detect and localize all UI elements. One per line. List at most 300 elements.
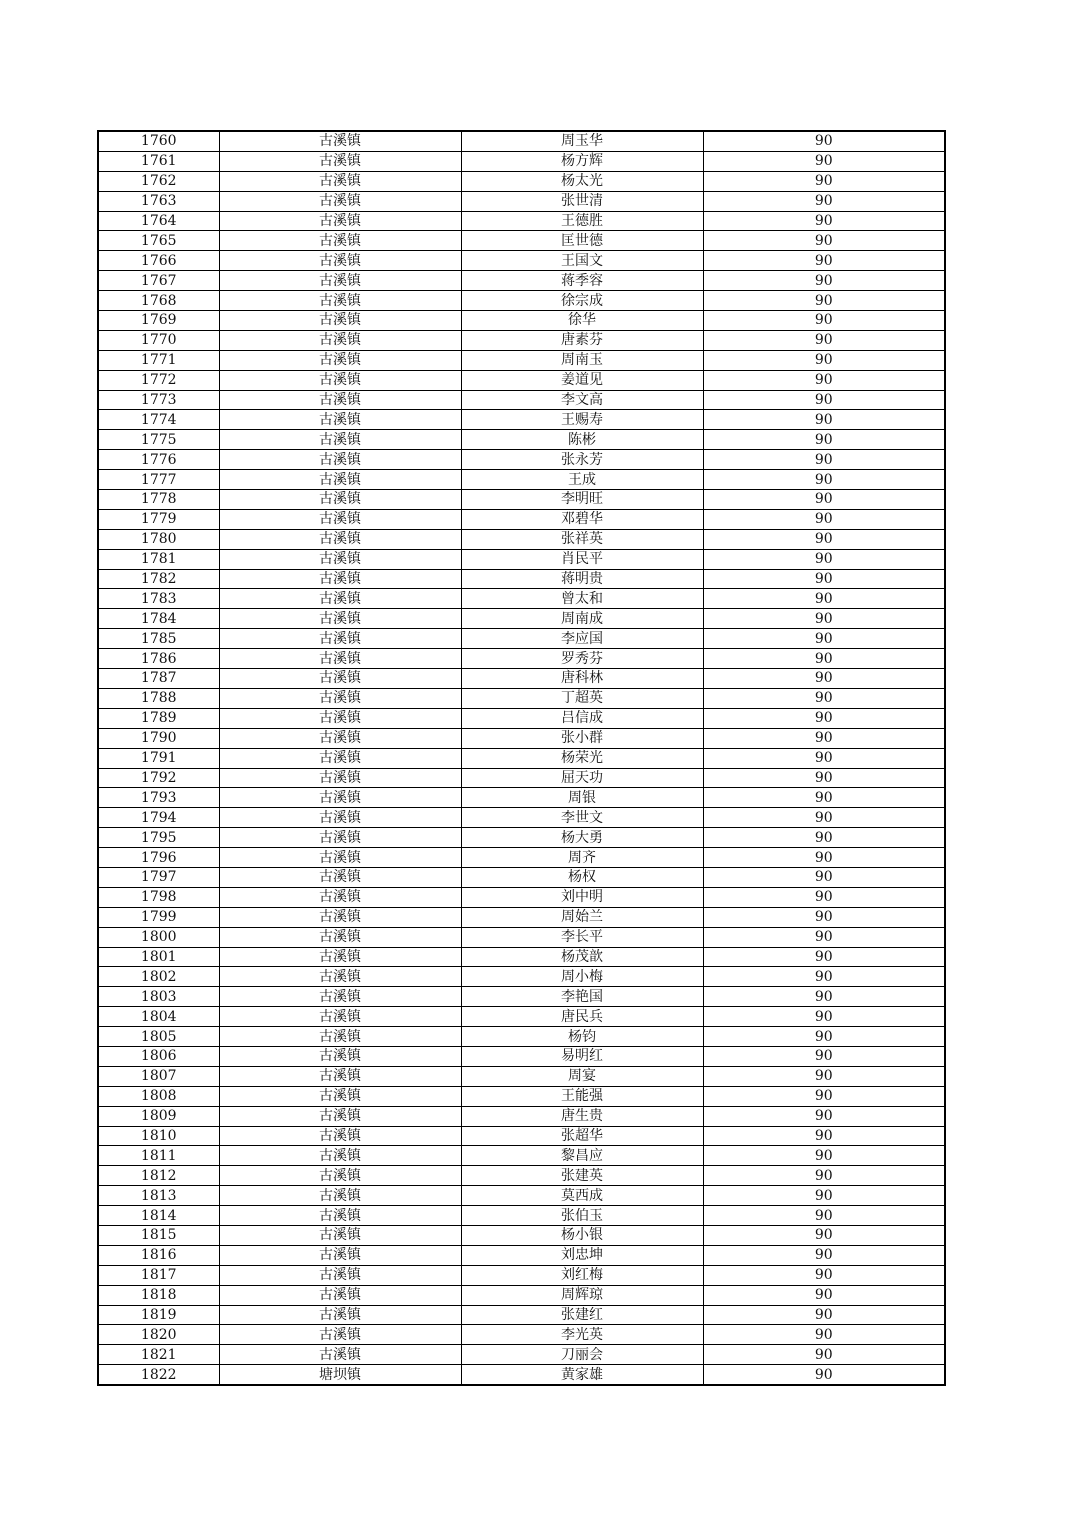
score-cell: 90 [703,828,945,848]
row-number-cell: 1779 [98,509,219,529]
row-number-cell: 1787 [98,669,219,689]
name-cell: 杨权 [461,867,703,887]
score-cell: 90 [703,808,945,828]
name-cell: 周始兰 [461,907,703,927]
score-cell: 90 [703,271,945,291]
score-cell: 90 [703,848,945,868]
score-cell: 90 [703,370,945,390]
score-cell: 90 [703,947,945,967]
score-cell: 90 [703,669,945,689]
row-number-cell: 1791 [98,748,219,768]
name-cell: 张世清 [461,191,703,211]
town-cell: 古溪镇 [219,1106,461,1126]
name-cell: 杨荣光 [461,748,703,768]
row-number-cell: 1761 [98,151,219,171]
town-cell: 古溪镇 [219,490,461,510]
row-number-cell: 1760 [98,131,219,151]
table-row [98,470,945,490]
score-cell: 90 [703,1007,945,1027]
score-cell: 90 [703,967,945,987]
row-number-cell: 1806 [98,1046,219,1066]
name-cell: 易明红 [461,1046,703,1066]
name-cell: 肖民平 [461,549,703,569]
row-number-cell: 1811 [98,1146,219,1166]
town-cell: 古溪镇 [219,1146,461,1166]
table-row [98,907,945,927]
table-row [98,867,945,887]
row-number-cell: 1812 [98,1166,219,1186]
town-cell: 古溪镇 [219,967,461,987]
town-cell: 古溪镇 [219,569,461,589]
table-row [98,1325,945,1345]
row-number-cell: 1801 [98,947,219,967]
score-cell: 90 [703,171,945,191]
row-number-cell: 1792 [98,768,219,788]
score-cell: 90 [703,867,945,887]
town-cell: 古溪镇 [219,649,461,669]
score-cell: 90 [703,131,945,151]
table-row [98,191,945,211]
table-row [98,1046,945,1066]
name-cell: 唐素芬 [461,330,703,350]
name-cell: 莫西成 [461,1186,703,1206]
name-cell: 罗秀芬 [461,649,703,669]
table-row [98,669,945,689]
row-number-cell: 1778 [98,490,219,510]
score-cell: 90 [703,1126,945,1146]
name-cell: 蒋明贵 [461,569,703,589]
score-cell: 90 [703,1245,945,1265]
town-cell: 古溪镇 [219,509,461,529]
score-cell: 90 [703,688,945,708]
score-cell: 90 [703,748,945,768]
name-cell: 周玉华 [461,131,703,151]
row-number-cell: 1781 [98,549,219,569]
score-cell: 90 [703,549,945,569]
row-number-cell: 1800 [98,927,219,947]
table-row [98,251,945,271]
name-cell: 唐生贵 [461,1106,703,1126]
name-cell: 周南成 [461,609,703,629]
town-cell: 古溪镇 [219,1206,461,1226]
table-row [98,808,945,828]
table-row [98,728,945,748]
score-cell: 90 [703,330,945,350]
town-cell: 古溪镇 [219,370,461,390]
score-cell: 90 [703,589,945,609]
row-number-cell: 1773 [98,390,219,410]
table-row [98,947,945,967]
name-cell: 屈天功 [461,768,703,788]
table-row [98,430,945,450]
town-cell: 古溪镇 [219,1225,461,1245]
table-row [98,609,945,629]
row-number-cell: 1797 [98,867,219,887]
name-cell: 李艳国 [461,987,703,1007]
row-number-cell: 1820 [98,1325,219,1345]
name-cell: 徐宗成 [461,291,703,311]
roster-table-body [98,131,945,1385]
table-row [98,490,945,510]
table-row [98,311,945,331]
table-row [98,748,945,768]
row-number-cell: 1814 [98,1206,219,1226]
row-number-cell: 1818 [98,1285,219,1305]
name-cell: 周辉琼 [461,1285,703,1305]
name-cell: 陈彬 [461,430,703,450]
table-row [98,1027,945,1047]
row-number-cell: 1810 [98,1126,219,1146]
town-cell: 古溪镇 [219,211,461,231]
row-number-cell: 1815 [98,1225,219,1245]
table-row [98,1365,945,1385]
name-cell: 黎昌应 [461,1146,703,1166]
name-cell: 李文高 [461,390,703,410]
name-cell: 王赐寿 [461,410,703,430]
row-number-cell: 1795 [98,828,219,848]
name-cell: 杨小银 [461,1225,703,1245]
row-number-cell: 1790 [98,728,219,748]
town-cell: 古溪镇 [219,1186,461,1206]
score-cell: 90 [703,1186,945,1206]
town-cell: 古溪镇 [219,987,461,1007]
score-cell: 90 [703,251,945,271]
row-number-cell: 1807 [98,1066,219,1086]
table-row [98,231,945,251]
row-number-cell: 1794 [98,808,219,828]
town-cell: 古溪镇 [219,768,461,788]
town-cell: 古溪镇 [219,1007,461,1027]
town-cell: 古溪镇 [219,549,461,569]
score-cell: 90 [703,191,945,211]
name-cell: 刘中明 [461,887,703,907]
town-cell: 古溪镇 [219,1325,461,1345]
town-cell: 古溪镇 [219,1305,461,1325]
score-cell: 90 [703,529,945,549]
score-cell: 90 [703,1086,945,1106]
name-cell: 杨太光 [461,171,703,191]
row-number-cell: 1765 [98,231,219,251]
table-row [98,987,945,1007]
row-number-cell: 1793 [98,788,219,808]
score-cell: 90 [703,569,945,589]
table-row [98,569,945,589]
row-number-cell: 1767 [98,271,219,291]
town-cell: 古溪镇 [219,410,461,430]
score-cell: 90 [703,927,945,947]
town-cell: 古溪镇 [219,1066,461,1086]
table-row [98,1146,945,1166]
town-cell: 古溪镇 [219,947,461,967]
town-cell: 古溪镇 [219,1046,461,1066]
town-cell: 古溪镇 [219,1285,461,1305]
town-cell: 古溪镇 [219,271,461,291]
score-cell: 90 [703,390,945,410]
town-cell: 古溪镇 [219,848,461,868]
table-row [98,410,945,430]
town-cell: 古溪镇 [219,1345,461,1365]
table-row [98,390,945,410]
town-cell: 古溪镇 [219,1166,461,1186]
town-cell: 古溪镇 [219,390,461,410]
roster-table [97,130,946,1386]
row-number-cell: 1799 [98,907,219,927]
town-cell: 古溪镇 [219,669,461,689]
town-cell: 古溪镇 [219,808,461,828]
score-cell: 90 [703,1146,945,1166]
score-cell: 90 [703,291,945,311]
row-number-cell: 1789 [98,708,219,728]
row-number-cell: 1772 [98,370,219,390]
name-cell: 杨大勇 [461,828,703,848]
table-row [98,450,945,470]
row-number-cell: 1769 [98,311,219,331]
score-cell: 90 [703,907,945,927]
table-row [98,1086,945,1106]
name-cell: 周银 [461,788,703,808]
score-cell: 90 [703,1325,945,1345]
row-number-cell: 1771 [98,350,219,370]
table-row [98,291,945,311]
table-row [98,1305,945,1325]
score-cell: 90 [703,728,945,748]
score-cell: 90 [703,768,945,788]
town-cell: 古溪镇 [219,291,461,311]
score-cell: 90 [703,509,945,529]
table-row [98,171,945,191]
table-row [98,1225,945,1245]
table-row [98,788,945,808]
score-cell: 90 [703,1225,945,1245]
name-cell: 邓碧华 [461,509,703,529]
row-number-cell: 1804 [98,1007,219,1027]
table-row [98,927,945,947]
name-cell: 王德胜 [461,211,703,231]
name-cell: 李长平 [461,927,703,947]
score-cell: 90 [703,151,945,171]
name-cell: 匡世德 [461,231,703,251]
score-cell: 90 [703,211,945,231]
name-cell: 周齐 [461,848,703,868]
table-row [98,370,945,390]
table-row [98,589,945,609]
row-number-cell: 1780 [98,529,219,549]
town-cell: 古溪镇 [219,350,461,370]
town-cell: 古溪镇 [219,629,461,649]
name-cell: 张永芳 [461,450,703,470]
town-cell: 古溪镇 [219,609,461,629]
town-cell: 古溪镇 [219,907,461,927]
row-number-cell: 1770 [98,330,219,350]
name-cell: 张伯玉 [461,1206,703,1226]
name-cell: 曾太和 [461,589,703,609]
town-cell: 古溪镇 [219,688,461,708]
town-cell: 古溪镇 [219,131,461,151]
row-number-cell: 1785 [98,629,219,649]
row-number-cell: 1776 [98,450,219,470]
name-cell: 张建英 [461,1166,703,1186]
name-cell: 王成 [461,470,703,490]
score-cell: 90 [703,1027,945,1047]
name-cell: 黄家雄 [461,1365,703,1385]
table-row [98,1007,945,1027]
name-cell: 杨茂歆 [461,947,703,967]
town-cell: 古溪镇 [219,1126,461,1146]
score-cell: 90 [703,430,945,450]
table-row [98,1066,945,1086]
name-cell: 李光英 [461,1325,703,1345]
row-number-cell: 1803 [98,987,219,1007]
score-cell: 90 [703,1166,945,1186]
town-cell: 古溪镇 [219,231,461,251]
table-row [98,211,945,231]
score-cell: 90 [703,231,945,251]
table-row [98,887,945,907]
score-cell: 90 [703,1285,945,1305]
town-cell: 古溪镇 [219,1245,461,1265]
name-cell: 王能强 [461,1086,703,1106]
table-row [98,529,945,549]
table-row [98,1106,945,1126]
score-cell: 90 [703,609,945,629]
score-cell: 90 [703,410,945,430]
town-cell: 古溪镇 [219,927,461,947]
name-cell: 李世文 [461,808,703,828]
row-number-cell: 1762 [98,171,219,191]
table-row [98,1285,945,1305]
row-number-cell: 1784 [98,609,219,629]
town-cell: 古溪镇 [219,191,461,211]
town-cell: 古溪镇 [219,867,461,887]
table-row [98,967,945,987]
row-number-cell: 1808 [98,1086,219,1106]
score-cell: 90 [703,708,945,728]
row-number-cell: 1796 [98,848,219,868]
name-cell: 吕信成 [461,708,703,728]
row-number-cell: 1777 [98,470,219,490]
row-number-cell: 1798 [98,887,219,907]
table-row [98,271,945,291]
table-row [98,1206,945,1226]
table-row [98,1265,945,1285]
score-cell: 90 [703,1106,945,1126]
name-cell: 张小群 [461,728,703,748]
row-number-cell: 1774 [98,410,219,430]
table-row [98,1166,945,1186]
town-cell: 古溪镇 [219,330,461,350]
table-row [98,509,945,529]
name-cell: 王国文 [461,251,703,271]
town-cell: 古溪镇 [219,728,461,748]
name-cell: 丁超英 [461,688,703,708]
score-cell: 90 [703,629,945,649]
table-row [98,649,945,669]
table-row [98,1345,945,1365]
row-number-cell: 1775 [98,430,219,450]
town-cell: 古溪镇 [219,1086,461,1106]
row-number-cell: 1821 [98,1345,219,1365]
table-row [98,549,945,569]
score-cell: 90 [703,1305,945,1325]
town-cell: 古溪镇 [219,171,461,191]
score-cell: 90 [703,887,945,907]
row-number-cell: 1786 [98,649,219,669]
score-cell: 90 [703,450,945,470]
town-cell: 古溪镇 [219,887,461,907]
name-cell: 周南玉 [461,350,703,370]
score-cell: 90 [703,1206,945,1226]
name-cell: 唐民兵 [461,1007,703,1027]
town-cell: 古溪镇 [219,251,461,271]
score-cell: 90 [703,311,945,331]
score-cell: 90 [703,1046,945,1066]
table-row [98,330,945,350]
town-cell: 古溪镇 [219,450,461,470]
table-row [98,151,945,171]
row-number-cell: 1822 [98,1365,219,1385]
row-number-cell: 1819 [98,1305,219,1325]
table-row [98,1245,945,1265]
score-cell: 90 [703,1066,945,1086]
score-cell: 90 [703,470,945,490]
score-cell: 90 [703,490,945,510]
name-cell: 唐科林 [461,669,703,689]
name-cell: 刘红梅 [461,1265,703,1285]
score-cell: 90 [703,649,945,669]
score-cell: 90 [703,788,945,808]
table-row [98,350,945,370]
name-cell: 徐华 [461,311,703,331]
row-number-cell: 1764 [98,211,219,231]
name-cell: 张祥英 [461,529,703,549]
name-cell: 张超华 [461,1126,703,1146]
town-cell: 塘坝镇 [219,1365,461,1385]
name-cell: 李明旺 [461,490,703,510]
town-cell: 古溪镇 [219,1265,461,1285]
row-number-cell: 1813 [98,1186,219,1206]
name-cell: 李应国 [461,629,703,649]
town-cell: 古溪镇 [219,708,461,728]
name-cell: 蒋季容 [461,271,703,291]
row-number-cell: 1783 [98,589,219,609]
town-cell: 古溪镇 [219,788,461,808]
table-row [98,1186,945,1206]
town-cell: 古溪镇 [219,828,461,848]
table-row [98,629,945,649]
row-number-cell: 1763 [98,191,219,211]
row-number-cell: 1805 [98,1027,219,1047]
name-cell: 杨方辉 [461,151,703,171]
table-row [98,131,945,151]
row-number-cell: 1782 [98,569,219,589]
table-row [98,708,945,728]
town-cell: 古溪镇 [219,311,461,331]
name-cell: 周宴 [461,1066,703,1086]
row-number-cell: 1817 [98,1265,219,1285]
name-cell: 周小梅 [461,967,703,987]
table-row [98,828,945,848]
row-number-cell: 1802 [98,967,219,987]
name-cell: 张建红 [461,1305,703,1325]
table-row [98,688,945,708]
score-cell: 90 [703,1345,945,1365]
score-cell: 90 [703,987,945,1007]
table-row [98,768,945,788]
score-cell: 90 [703,1365,945,1385]
score-cell: 90 [703,350,945,370]
name-cell: 姜道见 [461,370,703,390]
town-cell: 古溪镇 [219,430,461,450]
